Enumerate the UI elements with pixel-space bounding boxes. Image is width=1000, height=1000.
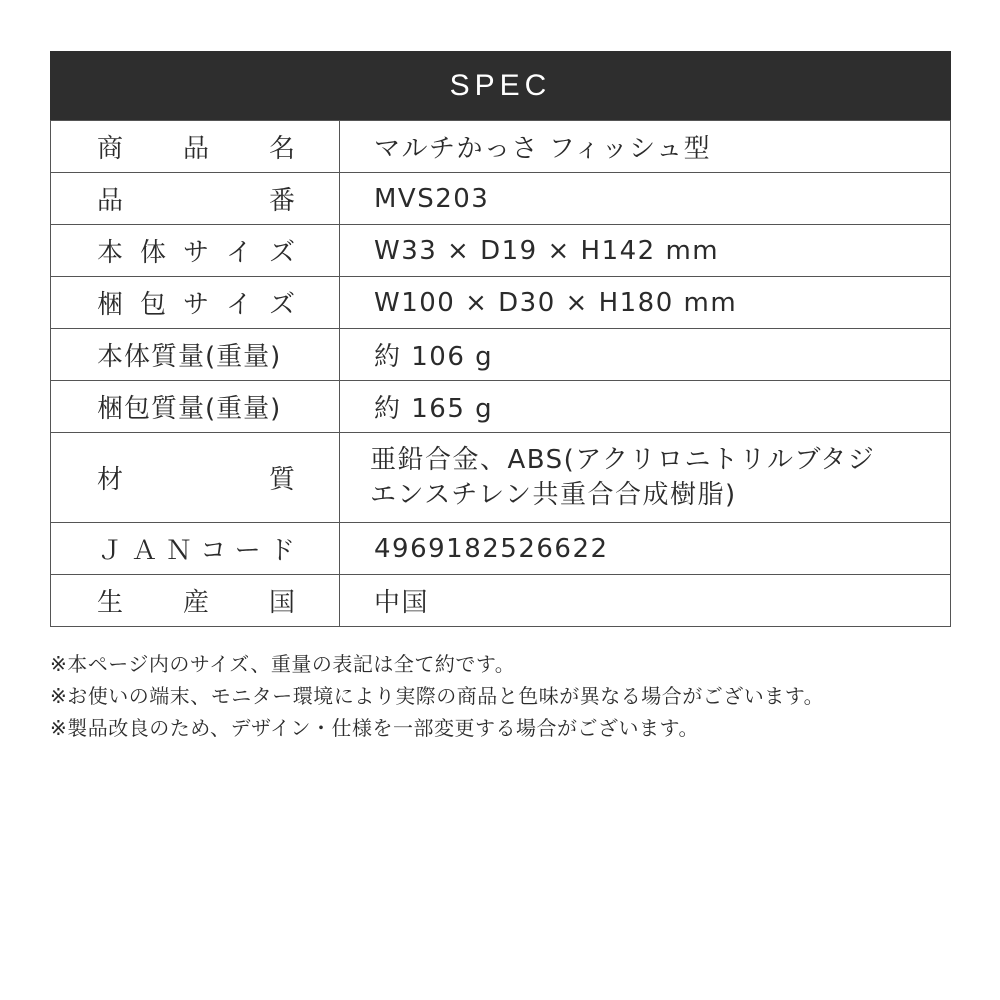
label-cell-body-weight [51, 329, 340, 381]
table-row [51, 225, 951, 277]
label-char: 材 [97, 465, 124, 495]
label-char: 包 [139, 290, 166, 320]
spec-title: SPEC [449, 68, 552, 102]
label-char: サ [182, 290, 209, 320]
value-body-weight: 約 106 g [340, 329, 951, 381]
note-line: ※本ページ内のサイズ、重量の表記は全て約です。 [50, 652, 516, 676]
label-cell-package-size [51, 277, 340, 329]
label-cell-material [51, 433, 340, 523]
value-material [340, 433, 951, 523]
table-row [51, 575, 951, 627]
label-char: 梱 [97, 290, 124, 320]
label-char: ー [234, 536, 261, 566]
note-line: ※製品改良のため、デザイン・仕様を一部変更する場合がございます。 [50, 716, 699, 740]
label-char: コ [200, 536, 227, 566]
label-char: 産 [182, 588, 209, 618]
table-row [51, 329, 951, 381]
label-cell-jan-code [51, 523, 340, 575]
label-cell-product-number [51, 173, 340, 225]
table-row [51, 121, 951, 173]
label-cell-country [51, 575, 340, 627]
label-char: 品 [97, 186, 124, 216]
label-char: ズ [268, 238, 295, 268]
note-line: ※お使いの端末、モニター環境により実際の商品と色味が異なる場合がございます。 [50, 684, 825, 708]
label-char: 商 [97, 134, 124, 164]
label-char: Ｊ [97, 536, 124, 566]
label-cell-package-weight [51, 381, 340, 433]
value-material-line-2: エンスチレン共重合合成樹脂) [370, 479, 737, 510]
value-package-weight: 約 165 g [340, 381, 951, 433]
label-char: 体 [139, 238, 166, 268]
spec-header [50, 51, 951, 120]
label-cell-body-size [51, 225, 340, 277]
table-row [51, 523, 951, 575]
label-char: イ [225, 238, 252, 268]
table-row [51, 381, 951, 433]
label-char: 生 [97, 588, 124, 618]
label-cell-product-name [51, 121, 340, 173]
value-jan-code: 4969182526622 [340, 523, 951, 575]
label-char: 国 [268, 588, 295, 618]
label-char: Ｎ [165, 536, 192, 566]
label-char: 本 [97, 238, 124, 268]
label-char: 番 [268, 186, 295, 216]
table-row [51, 277, 951, 329]
label-body-weight: 本体質量(重量) [97, 342, 282, 372]
label-char: ド [268, 536, 295, 566]
value-material-line-1: 亜鉛合金、ABS(アクリロニトリルブタジ [370, 444, 876, 475]
spec-table [50, 120, 951, 627]
label-char: ズ [268, 290, 295, 320]
value-country: 中国 [340, 575, 951, 627]
value-product-name: マルチかっさ フィッシュ型 [340, 121, 951, 173]
label-char: 品 [182, 134, 209, 164]
table-row [51, 173, 951, 225]
label-char: イ [225, 290, 252, 320]
value-product-number: MVS203 [340, 173, 951, 225]
notes [50, 648, 990, 744]
label-char: 質 [268, 465, 295, 495]
label-char: サ [182, 238, 209, 268]
label-char: 名 [268, 134, 295, 164]
value-package-size: W100 × D30 × H180 mm [340, 277, 951, 329]
label-package-weight: 梱包質量(重量) [97, 394, 282, 424]
label-char: Ａ [131, 536, 158, 566]
value-body-size: W33 × D19 × H142 mm [340, 225, 951, 277]
table-row [51, 433, 951, 523]
